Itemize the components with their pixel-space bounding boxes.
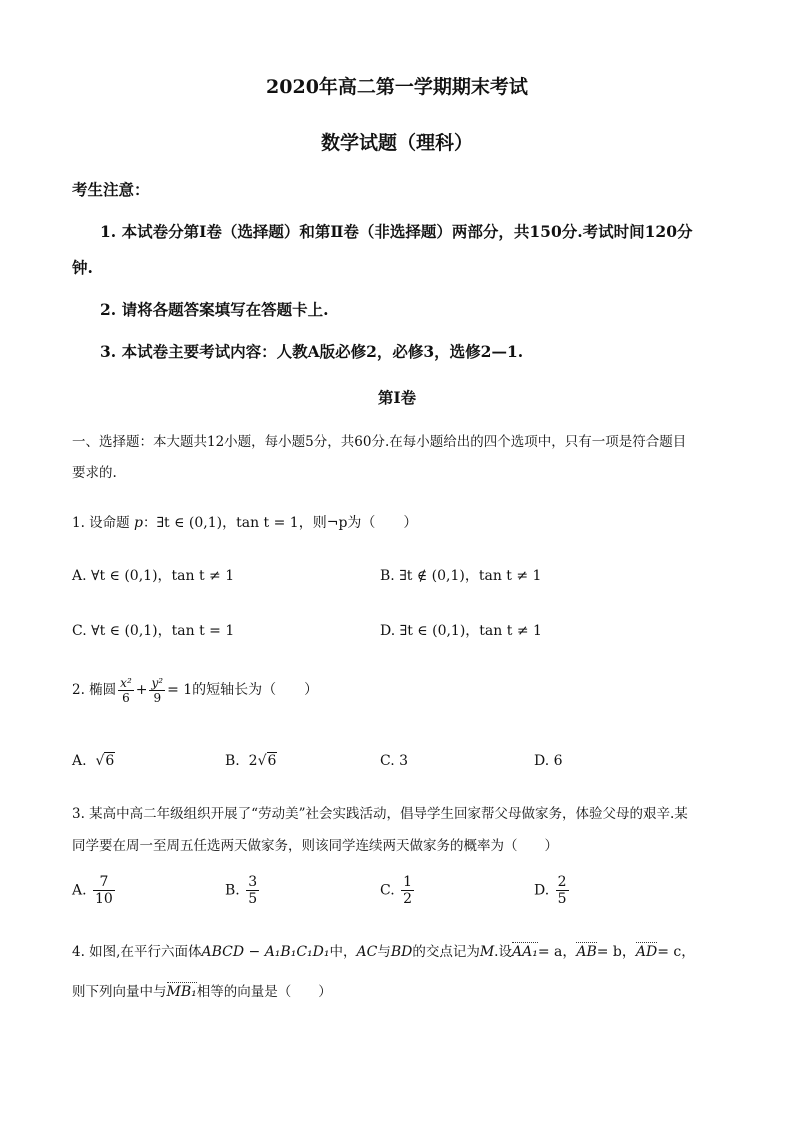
q2-x2: x² [120, 676, 132, 690]
exam-subtitle: 数学试题（理科） [320, 132, 473, 154]
q2-frac-x [118, 676, 134, 705]
q2-a-val: 6 [105, 753, 115, 769]
q4-with: 与 [377, 944, 391, 960]
q1-option-a: A. ∀t ∈ (0,1)，tan t ≠ 1 [72, 568, 235, 584]
q3-option-d [534, 874, 571, 907]
q4-ac: AC [356, 944, 378, 960]
question-4-stem [72, 940, 695, 961]
q2-option-a [72, 753, 115, 769]
q4-line1-a: 4. 如图,在平行六面体 [72, 944, 202, 960]
q2-b-sqrt: √6 [257, 753, 277, 769]
q4-line2-a: 则下列向量中与 [72, 984, 167, 1000]
q4-line1-b: 中， [329, 944, 357, 960]
q3-d-num: 2 [557, 874, 567, 890]
q1-colon: ： [142, 515, 157, 531]
q2-option-d: D. 6 [534, 753, 563, 769]
q4-vec-ad: AD [635, 944, 658, 960]
q1-option-c: C. ∀t ∈ (0,1)，tan t = 1 [72, 623, 235, 639]
notice-item-1-cont: 钟. [72, 258, 93, 277]
question-3-stem: 3. 某高中高二年级组织开展了“劳动美”社会实践活动，倡导学生回家帮父母做家务，体验父母的艰辛.某 [72, 806, 688, 822]
q4-eq-a: = a， [537, 944, 577, 960]
q3-c-frac [401, 874, 414, 907]
q2-b-val: 6 [267, 753, 277, 769]
q4-bd: BD [390, 944, 413, 960]
q2-den1: 6 [122, 691, 130, 705]
question-3-stem-cont: 同学要在周一至周五任选两天做家务，则该同学连续两天做家务的概率为（ ） [72, 838, 558, 854]
q3-b-den: 5 [248, 891, 258, 907]
q2-y2: y² [151, 676, 164, 690]
q3-a-label: A. [72, 882, 87, 899]
q4-vec-aa1: AA₁ [511, 944, 538, 960]
q2-option-c: C. 3 [380, 753, 409, 769]
q3-c-den: 2 [403, 891, 413, 907]
q2-b-label: B. [225, 753, 240, 769]
q4-vec-ab: AB [576, 944, 597, 960]
q3-a-num: 7 [93, 874, 115, 891]
q3-a-frac [93, 874, 115, 907]
notice-heading: 考生注意： [72, 180, 150, 199]
q2-a-label: A. [72, 753, 87, 769]
q3-b-label: B. [225, 882, 240, 899]
q2-frac-y [149, 676, 165, 705]
q3-b-num: 3 [248, 874, 258, 890]
exam-title: 2020年高二第一学期期末考试 [266, 76, 528, 98]
q3-d-label: D. [534, 882, 550, 899]
question-1-stem [72, 511, 417, 532]
q3-option-c [380, 874, 416, 907]
q3-d-frac [556, 874, 569, 907]
q2-a-sqrt: √6 [95, 753, 115, 769]
q4-line1-c: 的交点记为 [412, 944, 480, 960]
q2-b-coef: 2 [248, 753, 258, 769]
volume-heading: 第Ⅰ卷 [377, 388, 417, 407]
q1-prefix: 1. 设命题 [72, 515, 130, 531]
question-4-stem-cont [72, 980, 332, 1000]
q4-eq-c: = c， [657, 944, 696, 960]
q3-c-num: 1 [403, 874, 413, 890]
notice-item-3: 3. 本试卷主要考试内容：人教A版必修2，必修3，选修2—1. [100, 342, 524, 361]
q4-line2-b: 相等的向量是（ ） [196, 984, 332, 1000]
q4-vec-mb1: MB₁ [166, 984, 197, 1000]
q2-plus: + [135, 682, 148, 698]
section-instruction: 一、选择题：本大题共12小题，每小题5分，共60分.在每小题给出的四个选项中，只有一项是符合题目 [72, 434, 687, 450]
q2-eq: = 1的短轴长为（ ） [167, 682, 319, 698]
q3-option-b [225, 874, 261, 907]
question-2-stem [72, 676, 318, 705]
q4-line1-d: .设 [494, 944, 512, 960]
q4-eq-b: = b， [596, 944, 636, 960]
q2-den2: 9 [153, 691, 162, 705]
notice-item-2: 2. 请将各题答案填写在答题卡上. [100, 300, 329, 319]
q1-stem-math: ∃t ∈ (0,1)，tan t = 1，则¬p为（ ） [156, 515, 418, 531]
q1-option-b: B. ∃t ∉ (0,1)，tan t ≠ 1 [380, 568, 542, 584]
q3-d-den: 5 [557, 891, 567, 907]
q3-option-a [72, 874, 117, 907]
q3-b-frac [246, 874, 259, 907]
q2-prefix: 2. 椭圆 [72, 682, 117, 698]
q3-a-den: 10 [95, 891, 113, 907]
notice-item-1: 1. 本试卷分第Ⅰ卷（选择题）和第Ⅱ卷（非选择题）两部分，共150分.考试时间120分 [100, 222, 693, 241]
section-instruction-cont: 要求的. [72, 465, 117, 481]
q2-option-b [225, 753, 277, 769]
q1-option-d: D. ∃t ∈ (0,1)，tan t ≠ 1 [380, 623, 542, 639]
q1-p: p [133, 515, 143, 531]
q4-solid: ABCD − A₁B₁C₁D₁ [201, 944, 330, 960]
q3-c-label: C. [380, 882, 395, 899]
q4-m: M [479, 944, 495, 960]
